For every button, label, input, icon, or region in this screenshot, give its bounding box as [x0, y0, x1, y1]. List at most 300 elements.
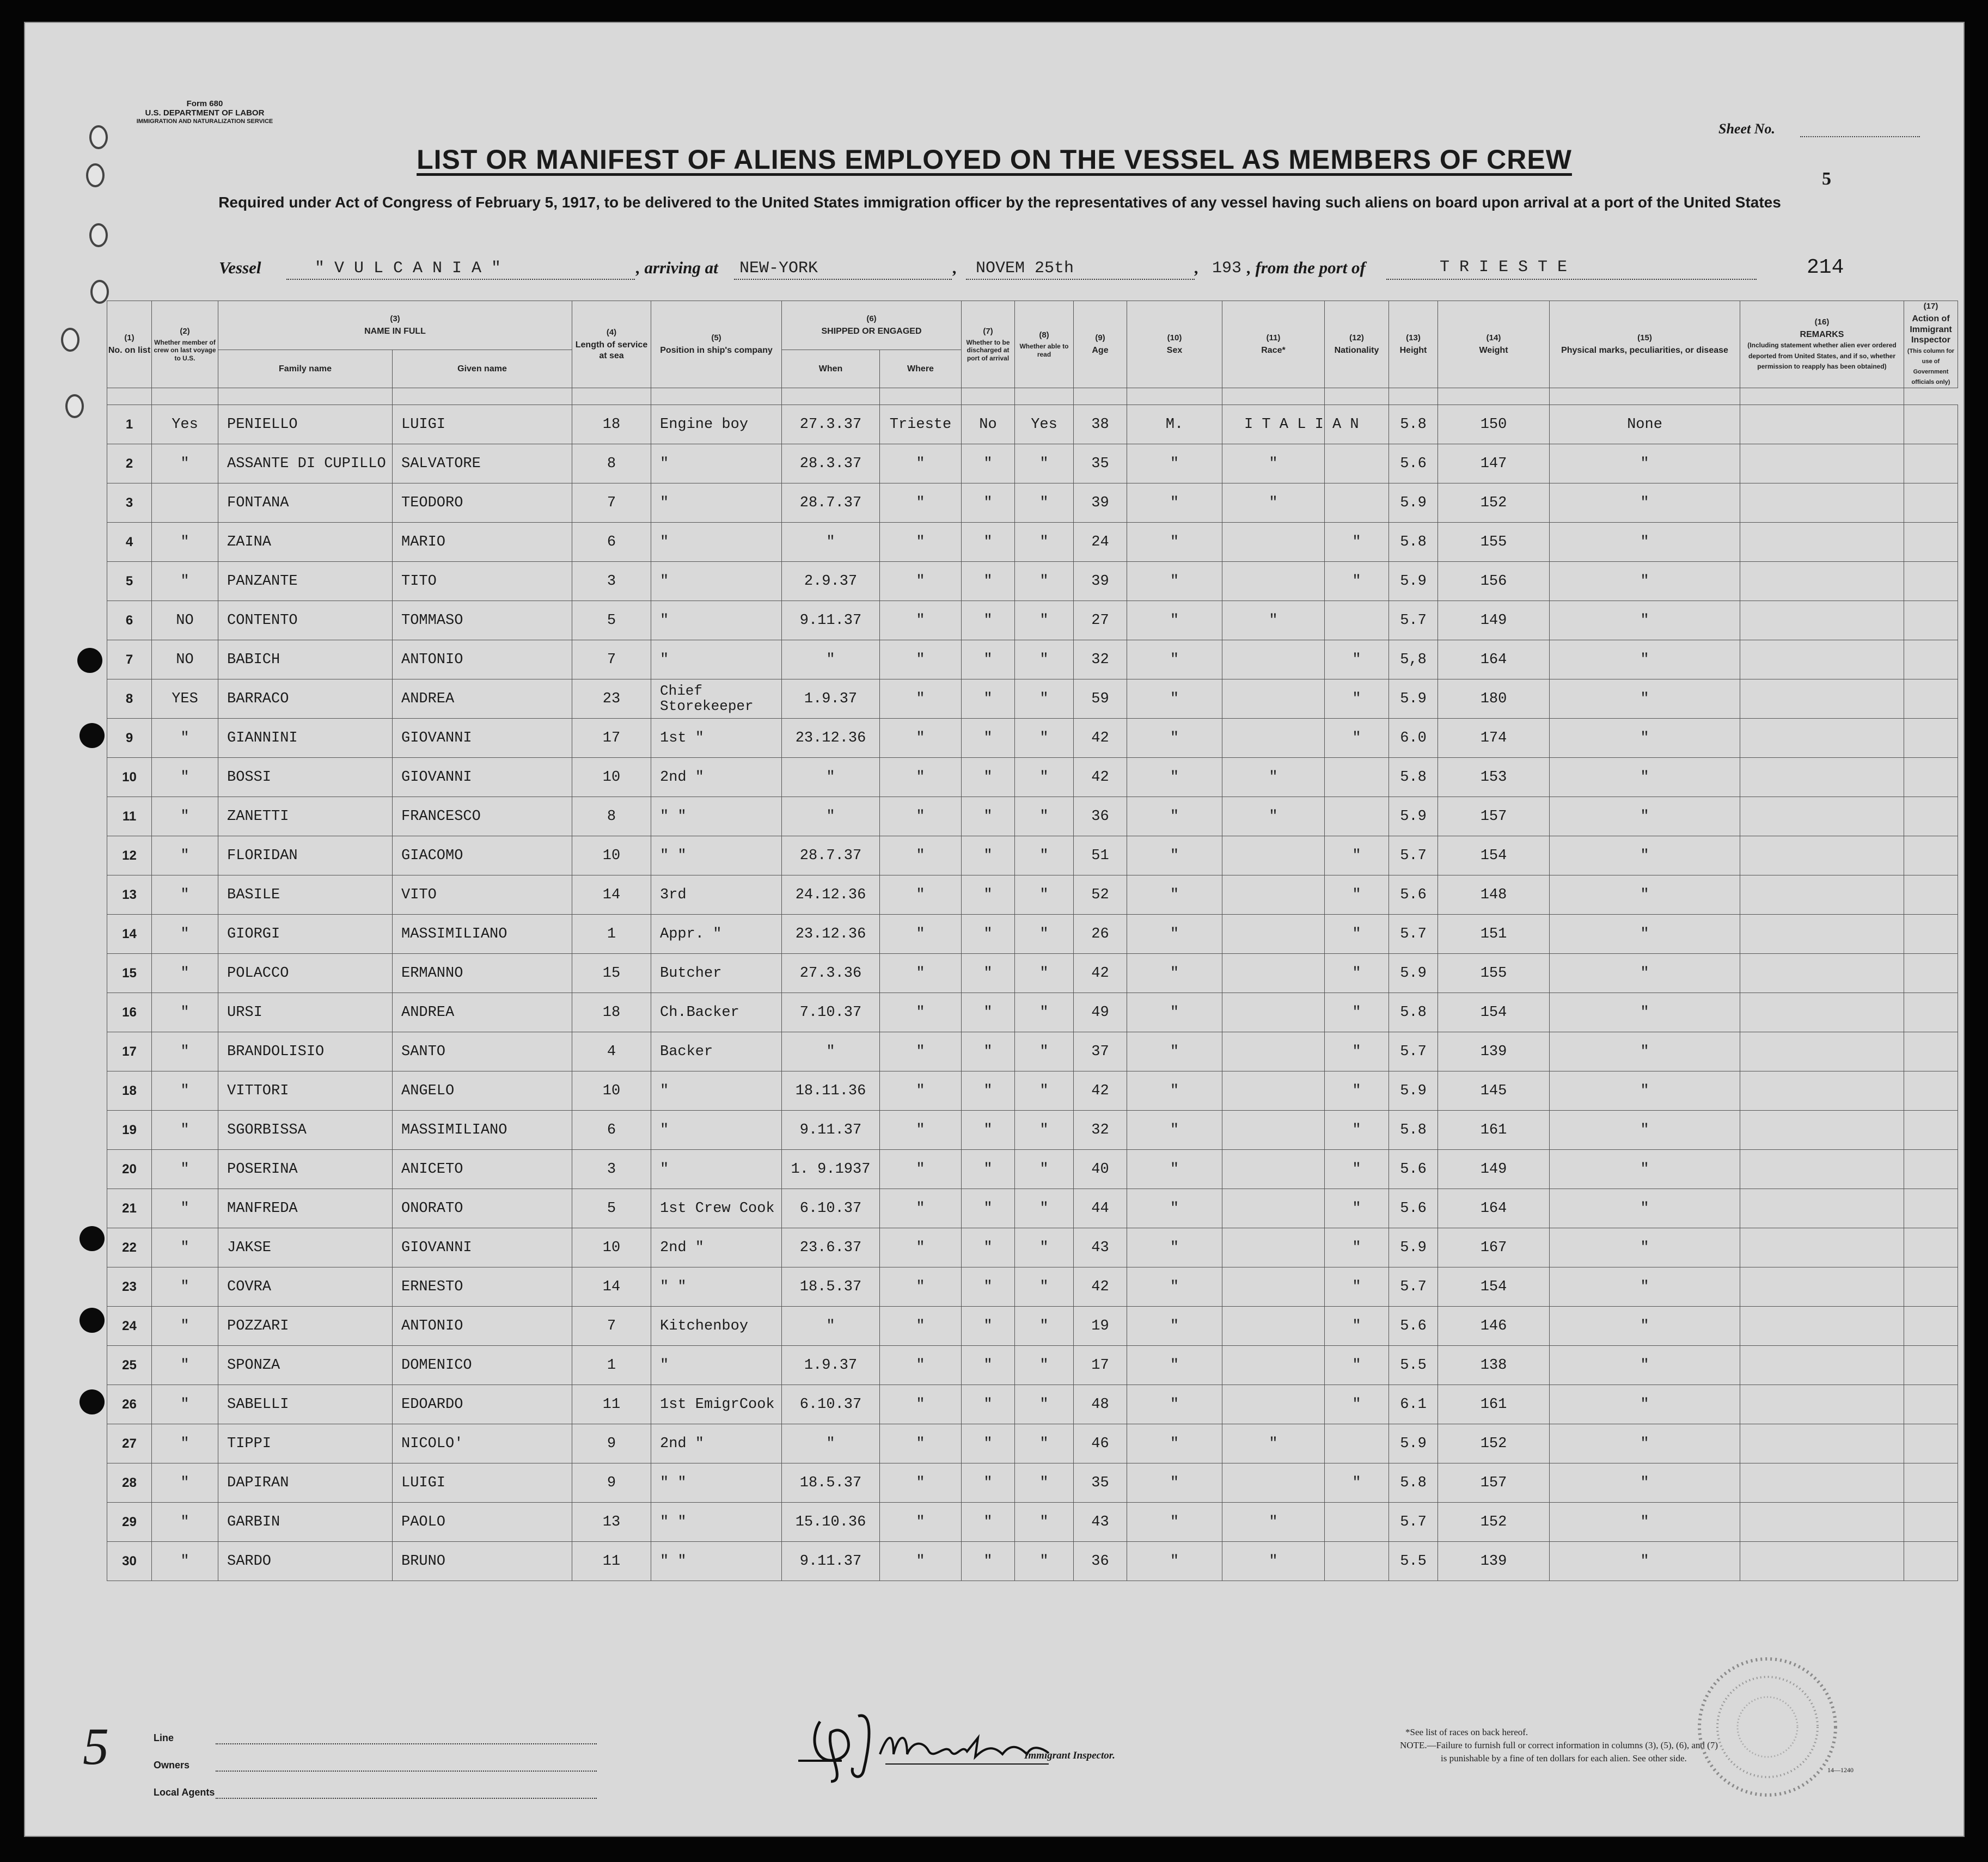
punch-hole	[77, 648, 102, 673]
discharged-cell: "	[962, 1424, 1015, 1463]
race-cell	[1222, 1150, 1325, 1189]
inspector-action-cell	[1904, 1424, 1958, 1463]
weight-cell: 139	[1438, 1542, 1550, 1581]
table-row	[107, 1032, 1958, 1071]
shipped-when-cell: "	[782, 1032, 880, 1071]
height-cell: 5.7	[1389, 915, 1438, 954]
remarks-cell	[1740, 836, 1904, 875]
race-cell	[1222, 679, 1325, 719]
inspector-action-cell	[1904, 483, 1958, 523]
physical-marks-cell: "	[1550, 523, 1740, 562]
discharged-cell: "	[962, 1150, 1015, 1189]
signature-caption: Immigrant Inspector.	[1024, 1750, 1115, 1761]
punch-hole	[79, 723, 105, 748]
table-row	[107, 797, 1958, 836]
height-cell: 5.9	[1389, 954, 1438, 993]
col-read-header: (8) Whether able to read	[1015, 301, 1074, 388]
row-number: 17	[107, 1032, 152, 1071]
remarks-cell	[1740, 1111, 1904, 1150]
table-row	[107, 405, 1958, 444]
able-to-read-cell: "	[1015, 719, 1074, 758]
last-voyage-cell: NO	[152, 601, 218, 640]
sex-cell: "	[1127, 1032, 1222, 1071]
weight-cell: 152	[1438, 483, 1550, 523]
nationality-cell: "	[1325, 875, 1389, 915]
able-to-read-cell: "	[1015, 523, 1074, 562]
height-cell: 6.0	[1389, 719, 1438, 758]
able-to-read-cell: "	[1015, 483, 1074, 523]
given-name-cell: VITO	[393, 875, 572, 915]
document-title: LIST OR MANIFEST OF ALIENS EMPLOYED ON THE VESSEL AS MEMBERS OF CREW	[417, 144, 1572, 175]
race-cell	[1222, 1267, 1325, 1307]
service-length-cell: 23	[572, 679, 651, 719]
inspector-action-cell	[1904, 405, 1958, 444]
height-cell: 5.9	[1389, 679, 1438, 719]
remarks-cell	[1740, 1032, 1904, 1071]
shipped-where-cell: "	[880, 719, 962, 758]
row-number: 28	[107, 1463, 152, 1503]
punch-hole-ring	[90, 280, 109, 304]
height-cell: 5.5	[1389, 1346, 1438, 1385]
race-cell	[1222, 523, 1325, 562]
nationality-cell: "	[1325, 523, 1389, 562]
service-length-cell: 17	[572, 719, 651, 758]
height-cell: 5.8	[1389, 1463, 1438, 1503]
table-row	[107, 993, 1958, 1032]
sex-cell: "	[1127, 1228, 1222, 1267]
remarks-cell	[1740, 1463, 1904, 1503]
service-length-cell: 1	[572, 1346, 651, 1385]
manifest-number: 214	[1807, 256, 1844, 279]
shipped-when-cell: "	[782, 1307, 880, 1346]
height-cell: 5.6	[1389, 444, 1438, 483]
discharged-cell: "	[962, 562, 1015, 601]
last-voyage-cell: "	[152, 719, 218, 758]
punch-hole	[79, 1389, 105, 1414]
shipped-where-cell: "	[880, 1542, 962, 1581]
shipped-where-cell: "	[880, 640, 962, 679]
able-to-read-cell: "	[1015, 601, 1074, 640]
manifest-page	[24, 22, 1965, 1837]
shipped-when-cell: 24.12.36	[782, 875, 880, 915]
shipped-where-cell: "	[880, 562, 962, 601]
position-cell: " "	[651, 1542, 782, 1581]
physical-marks-cell: "	[1550, 1424, 1740, 1463]
able-to-read-cell: "	[1015, 1032, 1074, 1071]
col-marks-header: (15) Physical marks, peculiarities, or disease	[1550, 301, 1740, 388]
family-name-cell: MANFREDA	[218, 1189, 393, 1228]
row-number: 7	[107, 640, 152, 679]
race-cell	[1222, 640, 1325, 679]
shipped-where-cell: "	[880, 601, 962, 640]
arriving-label: , arriving at	[636, 258, 718, 277]
discharged-cell: "	[962, 601, 1015, 640]
family-name-cell: URSI	[218, 993, 393, 1032]
discharged-cell: "	[962, 1542, 1015, 1581]
row-number: 11	[107, 797, 152, 836]
sex-cell: "	[1127, 601, 1222, 640]
shipped-where-cell: "	[880, 797, 962, 836]
given-name-cell: BRUNO	[393, 1542, 572, 1581]
inspector-action-cell	[1904, 1503, 1958, 1542]
last-voyage-cell: "	[152, 1189, 218, 1228]
position-cell: Kitchenboy	[651, 1307, 782, 1346]
weight-cell: 154	[1438, 993, 1550, 1032]
position-cell: " "	[651, 836, 782, 875]
inspector-action-cell	[1904, 1385, 1958, 1424]
family-name-cell: BARRACO	[218, 679, 393, 719]
shipped-where-cell: "	[880, 1189, 962, 1228]
family-name-cell: GARBIN	[218, 1503, 393, 1542]
weight-cell: 161	[1438, 1111, 1550, 1150]
department-name: U.S. DEPARTMENT OF LABOR	[145, 108, 265, 118]
last-voyage-cell: YES	[152, 679, 218, 719]
weight-cell: 164	[1438, 1189, 1550, 1228]
inspector-action-cell	[1904, 444, 1958, 483]
crew-table	[107, 301, 1958, 1581]
nationality-cell: "	[1325, 915, 1389, 954]
position-cell: "	[651, 1071, 782, 1111]
print-code: 14—1240	[1827, 1766, 1854, 1774]
inspector-action-cell	[1904, 562, 1958, 601]
shipped-where-cell: "	[880, 1150, 962, 1189]
age-cell: 43	[1074, 1503, 1127, 1542]
family-name-cell: SGORBISSA	[218, 1111, 393, 1150]
table-row	[107, 1150, 1958, 1189]
given-name-cell: MASSIMILIANO	[393, 915, 572, 954]
family-name-cell: GIANNINI	[218, 719, 393, 758]
vessel-dotline	[286, 279, 635, 280]
remarks-cell	[1740, 1424, 1904, 1463]
official-seal	[1675, 1645, 1860, 1809]
date-dotline	[966, 279, 1195, 280]
discharged-cell: "	[962, 444, 1015, 483]
age-cell: 38	[1074, 405, 1127, 444]
weight-cell: 150	[1438, 405, 1550, 444]
inspector-action-cell	[1904, 640, 1958, 679]
remarks-cell	[1740, 1385, 1904, 1424]
last-voyage-cell: Yes	[152, 405, 218, 444]
remarks-cell	[1740, 1503, 1904, 1542]
shipped-where-cell: "	[880, 1111, 962, 1150]
family-name-cell: POZZARI	[218, 1307, 393, 1346]
service-length-cell: 11	[572, 1542, 651, 1581]
position-cell: "	[651, 523, 782, 562]
inspector-action-cell	[1904, 1267, 1958, 1307]
family-name-cell: PENIELLO	[218, 405, 393, 444]
race-cell	[1222, 1228, 1325, 1267]
shipped-when-cell: "	[782, 523, 880, 562]
arrival-date: NOVEM 25th	[976, 259, 1074, 278]
sex-cell: "	[1127, 679, 1222, 719]
given-name-cell: FRANCESCO	[393, 797, 572, 836]
position-cell: "	[651, 640, 782, 679]
weight-cell: 154	[1438, 836, 1550, 875]
table-row	[107, 523, 1958, 562]
nationality-cell	[1325, 601, 1389, 640]
service-length-cell: 18	[572, 405, 651, 444]
family-name-cell: GIORGI	[218, 915, 393, 954]
last-voyage-cell: "	[152, 875, 218, 915]
given-name-cell: ERMANNO	[393, 954, 572, 993]
sex-cell: "	[1127, 1503, 1222, 1542]
discharged-cell: "	[962, 640, 1015, 679]
col-where-header: Where	[880, 350, 962, 388]
service-length-cell: 13	[572, 1503, 651, 1542]
position-cell: 1st "	[651, 719, 782, 758]
age-cell: 26	[1074, 915, 1127, 954]
position-cell: "	[651, 483, 782, 523]
sex-cell: "	[1127, 1111, 1222, 1150]
age-cell: 42	[1074, 954, 1127, 993]
nationality-cell	[1325, 483, 1389, 523]
punch-hole-ring	[65, 394, 84, 418]
col-height-header: (13) Height	[1389, 301, 1438, 388]
last-voyage-cell: "	[152, 1346, 218, 1385]
row-number: 13	[107, 875, 152, 915]
row-number: 12	[107, 836, 152, 875]
age-cell: 39	[1074, 562, 1127, 601]
row-number: 10	[107, 758, 152, 797]
shipped-when-cell: 18.11.36	[782, 1071, 880, 1111]
inspector-action-cell	[1904, 758, 1958, 797]
position-cell: 2nd "	[651, 1424, 782, 1463]
inspector-action-cell	[1904, 719, 1958, 758]
sheet-number: 5	[1822, 169, 1831, 189]
table-row	[107, 562, 1958, 601]
row-number: 30	[107, 1542, 152, 1581]
shipped-when-cell: 28.7.37	[782, 483, 880, 523]
table-row	[107, 836, 1958, 875]
col-no-header: (1) No. on list	[107, 301, 152, 388]
physical-marks-cell: "	[1550, 1071, 1740, 1111]
remarks-cell	[1740, 1346, 1904, 1385]
given-name-cell: GIOVANNI	[393, 1228, 572, 1267]
inspector-action-cell	[1904, 993, 1958, 1032]
last-voyage-cell: NO	[152, 640, 218, 679]
race-cell: "	[1222, 1503, 1325, 1542]
race-cell	[1222, 1111, 1325, 1150]
last-voyage-cell: "	[152, 1385, 218, 1424]
height-cell: 5.8	[1389, 523, 1438, 562]
arriving-port: NEW-YORK	[739, 259, 818, 278]
weight-cell: 147	[1438, 444, 1550, 483]
position-cell: "	[651, 562, 782, 601]
weight-cell: 180	[1438, 679, 1550, 719]
nationality-cell: "	[1325, 719, 1389, 758]
service-length-cell: 7	[572, 1307, 651, 1346]
physical-marks-cell: "	[1550, 993, 1740, 1032]
physical-marks-cell: "	[1550, 640, 1740, 679]
from-port: T R I E S T E	[1440, 258, 1568, 277]
nationality-cell: "	[1325, 1267, 1389, 1307]
row-number: 1	[107, 405, 152, 444]
shipped-when-cell: "	[782, 1424, 880, 1463]
nationality-cell: "	[1325, 640, 1389, 679]
service-length-cell: 9	[572, 1463, 651, 1503]
comma: ,	[953, 258, 957, 277]
nationality-cell: "	[1325, 1071, 1389, 1111]
shipped-where-cell: "	[880, 915, 962, 954]
last-voyage-cell: "	[152, 836, 218, 875]
nationality-cell: "	[1325, 1150, 1389, 1189]
physical-marks-cell: "	[1550, 1503, 1740, 1542]
service-length-cell: 6	[572, 1111, 651, 1150]
shipped-where-cell: "	[880, 1424, 962, 1463]
shipped-where-cell: "	[880, 1228, 962, 1267]
physical-marks-cell: None	[1550, 405, 1740, 444]
punch-hole-ring	[89, 223, 108, 247]
given-name-cell: PAOLO	[393, 1503, 572, 1542]
shipped-when-cell: 6.10.37	[782, 1385, 880, 1424]
given-name-cell: ANDREA	[393, 679, 572, 719]
weight-cell: 152	[1438, 1424, 1550, 1463]
family-name-cell: SABELLI	[218, 1385, 393, 1424]
age-cell: 32	[1074, 1111, 1127, 1150]
row-number: 19	[107, 1111, 152, 1150]
height-cell: 5.9	[1389, 797, 1438, 836]
service-length-cell: 10	[572, 836, 651, 875]
position-cell: " "	[651, 1267, 782, 1307]
nationality-cell: "	[1325, 993, 1389, 1032]
shipped-where-cell: "	[880, 875, 962, 915]
physical-marks-cell: "	[1550, 1228, 1740, 1267]
discharged-cell: "	[962, 1463, 1015, 1503]
nationality-cell	[1325, 444, 1389, 483]
age-cell: 37	[1074, 1032, 1127, 1071]
height-cell: 5.9	[1389, 1071, 1438, 1111]
given-name-cell: EDOARDO	[393, 1385, 572, 1424]
shipped-when-cell: "	[782, 758, 880, 797]
physical-marks-cell: "	[1550, 1189, 1740, 1228]
given-name-cell: ANICETO	[393, 1150, 572, 1189]
nationality-cell: "	[1325, 1228, 1389, 1267]
shipped-when-cell: "	[782, 797, 880, 836]
position-cell: Butcher	[651, 954, 782, 993]
race-cell	[1222, 993, 1325, 1032]
discharged-cell: "	[962, 993, 1015, 1032]
shipped-where-cell: "	[880, 758, 962, 797]
family-name-cell: FONTANA	[218, 483, 393, 523]
shipped-where-cell: "	[880, 954, 962, 993]
remarks-cell	[1740, 993, 1904, 1032]
sex-cell: "	[1127, 797, 1222, 836]
age-cell: 48	[1074, 1385, 1127, 1424]
inspector-action-cell	[1904, 954, 1958, 993]
shipped-where-cell: Trieste	[880, 405, 962, 444]
discharged-cell: "	[962, 1071, 1015, 1111]
family-name-cell: DAPIRAN	[218, 1463, 393, 1503]
sex-cell: "	[1127, 1346, 1222, 1385]
physical-marks-cell: "	[1550, 1307, 1740, 1346]
shipped-where-cell: "	[880, 1032, 962, 1071]
inspector-action-cell	[1904, 1111, 1958, 1150]
sex-cell: "	[1127, 954, 1222, 993]
race-cell	[1222, 1032, 1325, 1071]
nationality-cell: "	[1325, 836, 1389, 875]
height-cell: 5.9	[1389, 1228, 1438, 1267]
note-line-2: is punishable by a fine of ten dollars for each alien. See other side.	[1441, 1753, 1687, 1763]
shipped-when-cell: 2.9.37	[782, 562, 880, 601]
nationality-cell	[1325, 1542, 1389, 1581]
height-cell: 5.7	[1389, 1267, 1438, 1307]
remarks-cell	[1740, 679, 1904, 719]
shipped-when-cell: 9.11.37	[782, 1111, 880, 1150]
weight-cell: 157	[1438, 797, 1550, 836]
race-cell: "	[1222, 483, 1325, 523]
position-cell: "	[651, 601, 782, 640]
handwritten-number: 5	[83, 1717, 109, 1775]
shipped-when-cell: 6.10.37	[782, 1189, 880, 1228]
physical-marks-cell: "	[1550, 483, 1740, 523]
last-voyage-cell: "	[152, 758, 218, 797]
position-cell: "	[651, 1150, 782, 1189]
physical-marks-cell: "	[1550, 1542, 1740, 1581]
weight-cell: 161	[1438, 1385, 1550, 1424]
age-cell: 24	[1074, 523, 1127, 562]
col-shipped-header: (6) SHIPPED OR ENGAGED	[782, 301, 962, 350]
able-to-read-cell: "	[1015, 1150, 1074, 1189]
weight-cell: 145	[1438, 1071, 1550, 1111]
family-name-cell: ASSANTE DI CUPILLO	[218, 444, 393, 483]
nationality-cell: "	[1325, 1032, 1389, 1071]
position-cell: "	[651, 444, 782, 483]
sex-cell: "	[1127, 719, 1222, 758]
table-row	[107, 1542, 1958, 1581]
shipped-when-cell: 1.9.37	[782, 679, 880, 719]
race-cell	[1222, 1463, 1325, 1503]
discharged-cell: "	[962, 836, 1015, 875]
sex-cell: "	[1127, 875, 1222, 915]
race-cell	[1222, 1307, 1325, 1346]
col-remarks-header: (16) REMARKS (Including statement whether alien ever ordered deported from United States, and if so, whether permission to reapply has been obtained)	[1740, 301, 1904, 388]
shipped-when-cell: 18.5.37	[782, 1463, 880, 1503]
family-name-cell: BABICH	[218, 640, 393, 679]
last-voyage-cell: "	[152, 1071, 218, 1111]
discharged-cell: "	[962, 1111, 1015, 1150]
height-cell: 5.9	[1389, 562, 1438, 601]
vessel-name: " V U L C A N I A "	[315, 259, 501, 278]
shipped-when-cell: 9.11.37	[782, 601, 880, 640]
weight-cell: 164	[1438, 640, 1550, 679]
family-name-cell: POSERINA	[218, 1150, 393, 1189]
shipped-when-cell: 18.5.37	[782, 1267, 880, 1307]
row-number: 5	[107, 562, 152, 601]
physical-marks-cell: "	[1550, 562, 1740, 601]
row-number: 22	[107, 1228, 152, 1267]
able-to-read-cell: "	[1015, 1189, 1074, 1228]
inspector-action-cell	[1904, 1463, 1958, 1503]
race-cell: "	[1222, 601, 1325, 640]
inspector-action-cell	[1904, 601, 1958, 640]
service-length-cell: 8	[572, 797, 651, 836]
weight-cell: 139	[1438, 1032, 1550, 1071]
height-cell: 5.6	[1389, 1189, 1438, 1228]
table-row	[107, 1385, 1958, 1424]
position-cell: Chief Storekeeper	[651, 679, 782, 719]
height-cell: 5.7	[1389, 601, 1438, 640]
table-row	[107, 640, 1958, 679]
discharged-cell: No	[962, 405, 1015, 444]
sex-cell: "	[1127, 640, 1222, 679]
given-name-cell: ERNESTO	[393, 1267, 572, 1307]
sex-cell: "	[1127, 562, 1222, 601]
given-name-cell: LUIGI	[393, 1463, 572, 1503]
col-nationality-header: (12) Nationality	[1325, 301, 1389, 388]
shipped-where-cell: "	[880, 1346, 962, 1385]
service-length-cell: 15	[572, 954, 651, 993]
physical-marks-cell: "	[1550, 1267, 1740, 1307]
